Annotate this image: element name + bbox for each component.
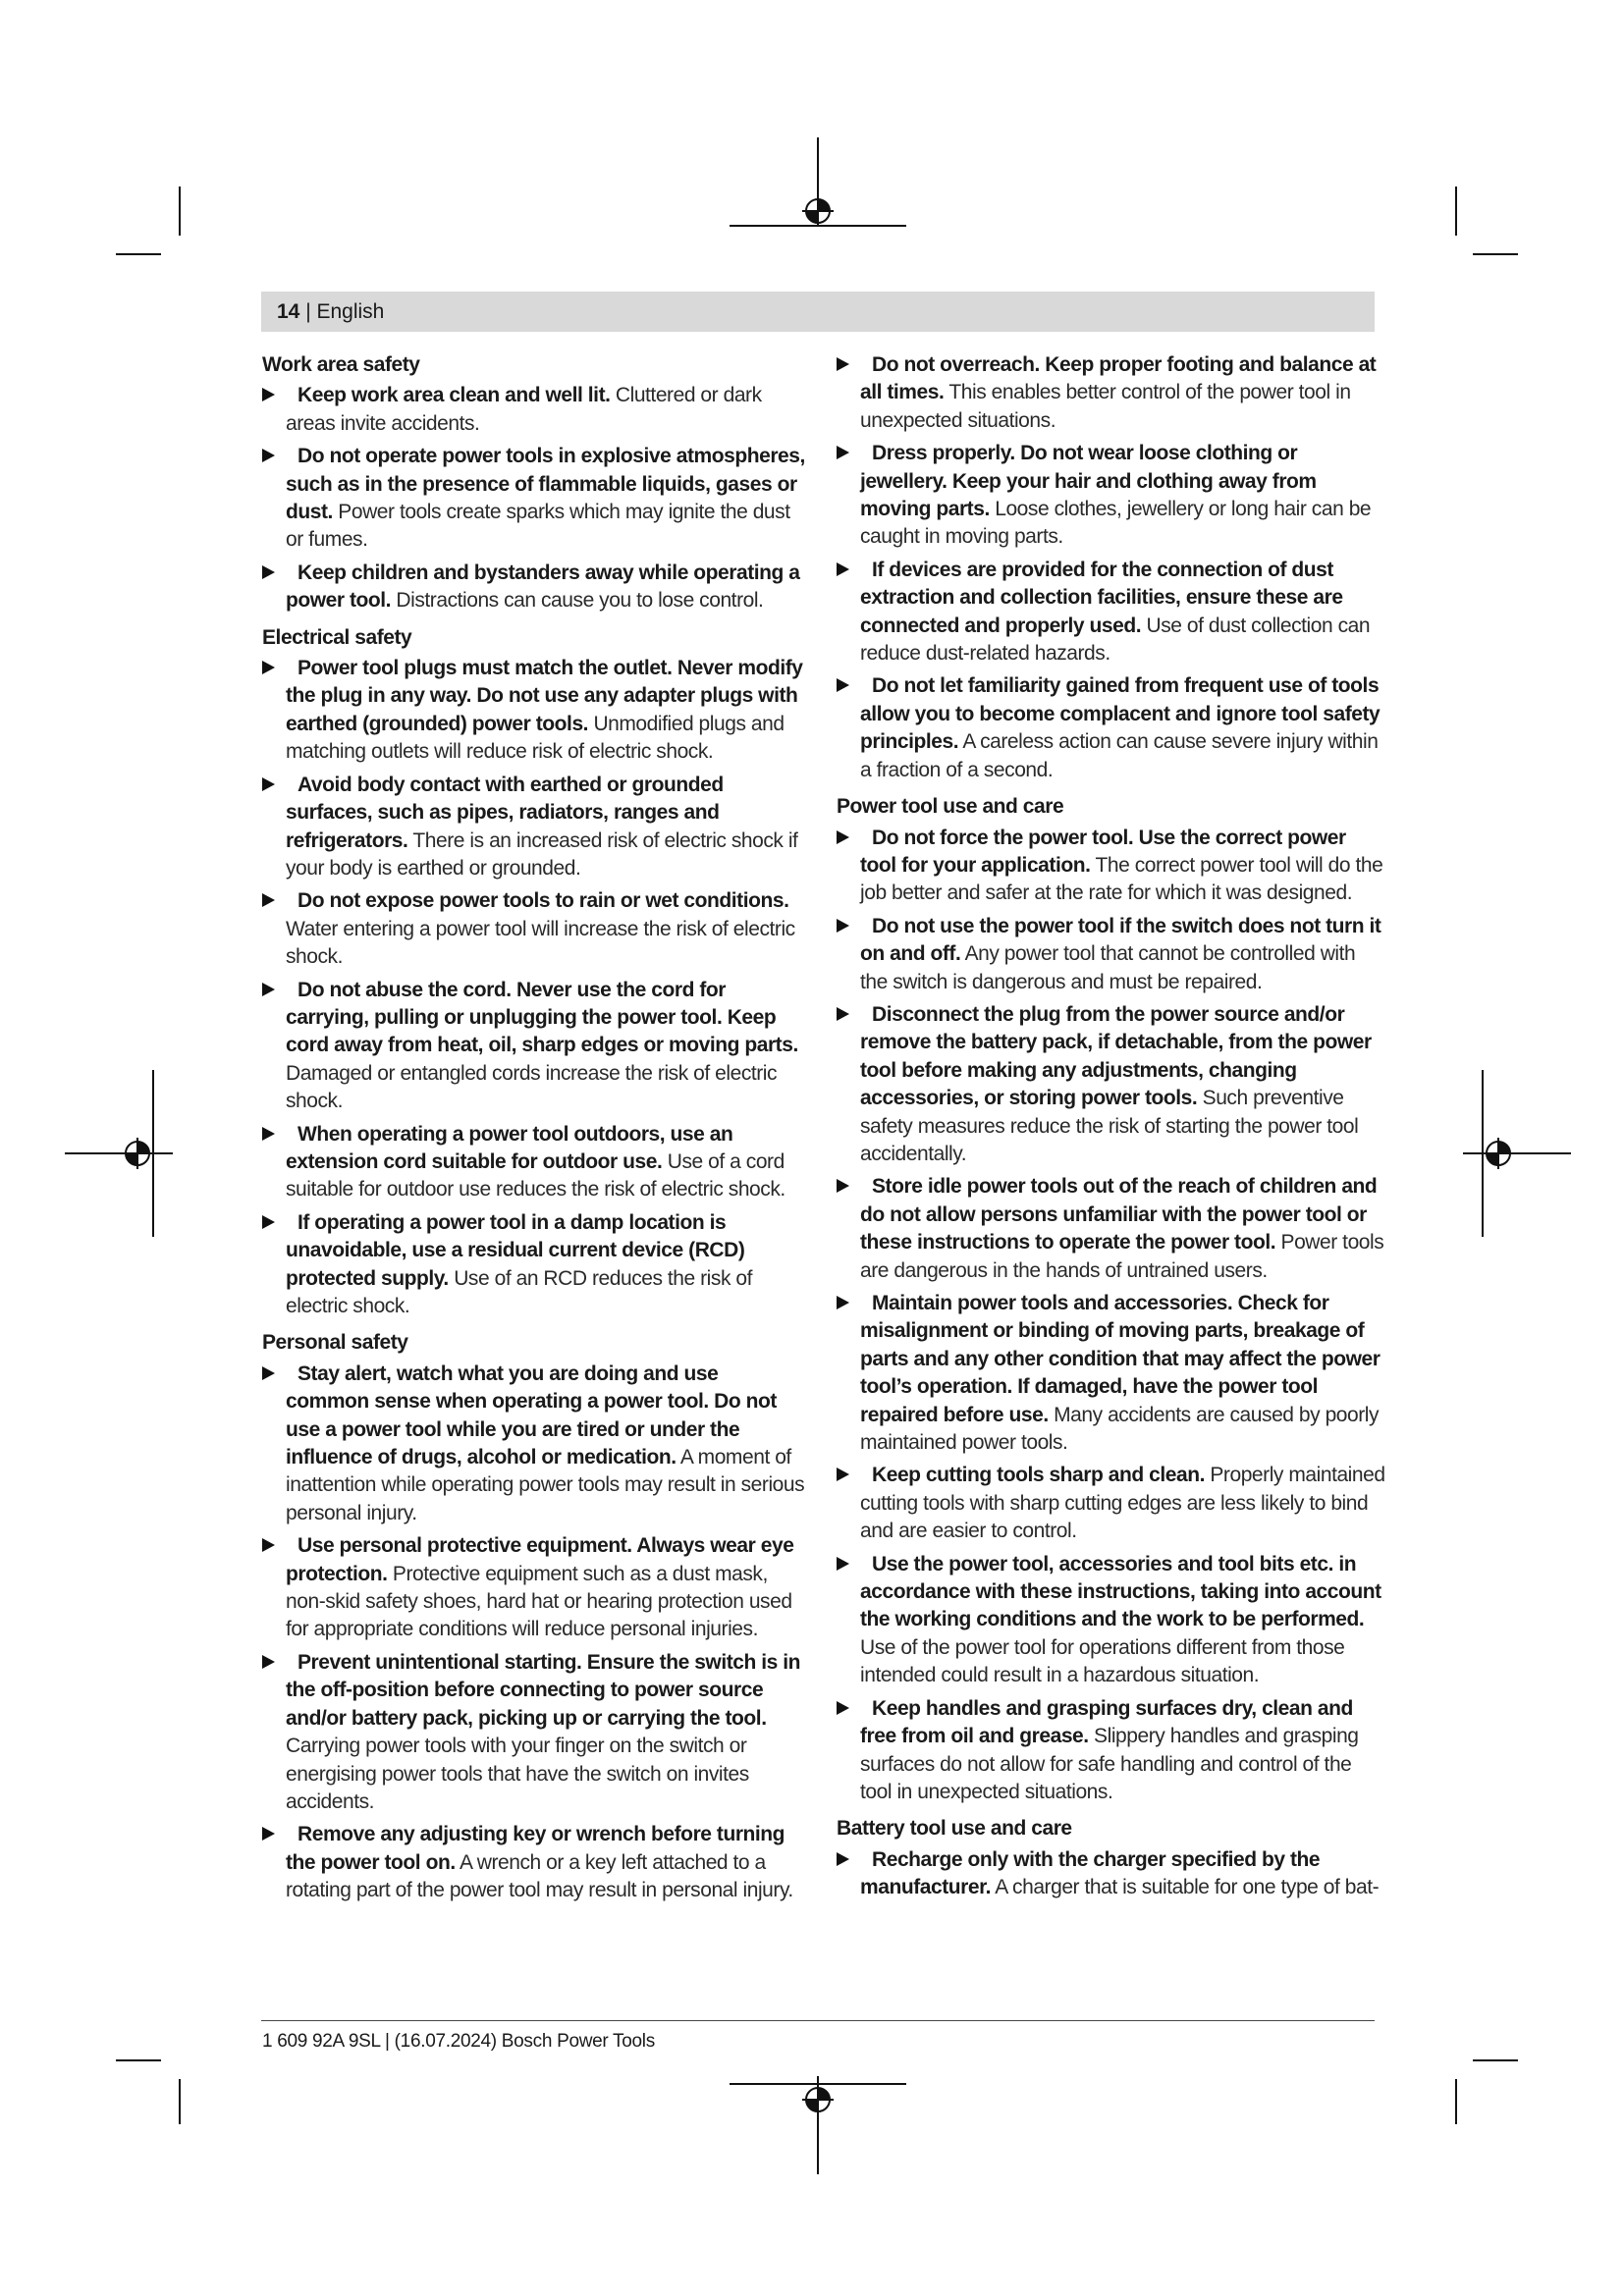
page-header-text [277, 300, 384, 324]
safety-instruction [837, 825, 1386, 908]
instruction-lead: When operating a power tool outdoors, use an extension cord suitable for outdoor use. [286, 1122, 733, 1173]
instruction-explanation: Any power tool that cannot be controlled with the switch is dangerous and must be repaired. [860, 942, 1356, 993]
section-title: Work area safety [262, 353, 420, 376]
instruction-lead: Stay alert, watch what you are doing and use common sense when operating a power tool. Do not use a power tool while you are tired or under the influence of drugs, alcohol or medication. [286, 1362, 777, 1469]
section-title: Power tool use and care [837, 795, 1064, 819]
instruction-lead: Store idle power tools out of the reach of children and do not allow persons unfamiliar with the power tool or these instructions to operate the power tool. [860, 1175, 1378, 1255]
footer-rule [261, 2020, 1375, 2021]
instruction-explanation: Water entering a power tool will increase the risk of electric shock. [286, 917, 795, 969]
safety-instruction [837, 351, 1386, 435]
instruction-explanation: A wrench or a key left attached to a rotating part of the power tool may result in personal injury. [286, 1850, 793, 1902]
instruction-lead: Do not force the power tool. Use the correct power tool for your application. [860, 826, 1346, 877]
bullet-triangle-icon [837, 1852, 849, 1866]
safety-instruction [262, 772, 805, 883]
bullet-triangle-icon [262, 777, 275, 791]
safety-instruction [837, 440, 1386, 552]
instruction-explanation: Slippery handles and grasping surfaces do not allow for safe handling and control of the tool in unexpected situations. [860, 1725, 1359, 1803]
crop-mark-top-right-vertical [1455, 187, 1457, 236]
safety-instruction [837, 1551, 1386, 1690]
instruction-explanation: Power tools are dangerous in the hands of untrained users. [860, 1231, 1384, 1282]
safety-instruction [837, 557, 1386, 668]
safety-instruction [262, 1649, 805, 1816]
safety-instruction [262, 1532, 805, 1644]
instruction-explanation: A moment of inattention while operating power tools may result in serious personal injury. [286, 1446, 805, 1524]
instruction-explanation: Power tools create sparks which may ignite the dust or fumes. [286, 501, 790, 552]
instruction-lead: Maintain power tools and accessories. Check for misalignment or binding of moving parts, breakage of parts and any other condition that may affect the power tool’s operation. If damaged, have the power tool repaired before use. [860, 1292, 1380, 1426]
crop-mark-bottom-right-vertical [1455, 2079, 1457, 2124]
bullet-triangle-icon [262, 1538, 275, 1552]
instruction-lead: Do not use the power tool if the switch does not turn it on and off. [860, 914, 1381, 966]
instruction-explanation: This enables better control of the power tool in unexpected situations. [860, 381, 1351, 432]
safety-instruction [837, 1173, 1386, 1285]
instruction-explanation: Loose clothes, jewellery or long hair can be caught in moving parts. [860, 498, 1372, 549]
crop-mark-bottom-left-horizontal [116, 2059, 161, 2061]
instruction-explanation: A careless action can cause severe injury within a fraction of a second. [860, 730, 1379, 781]
bullet-triangle-icon [262, 983, 275, 996]
instruction-lead: Prevent unintentional starting. Ensure the switch is in the off-position before connecting to power source and/or battery pack, picking up or carrying the tool. [286, 1650, 801, 1730]
instruction-lead: Remove any adjusting key or wrench before turning the power tool on. [286, 1823, 785, 1874]
safety-instruction [262, 560, 805, 615]
bullet-triangle-icon [837, 830, 849, 844]
safety-instruction [262, 1209, 805, 1321]
bullet-triangle-icon [262, 1366, 275, 1380]
instruction-explanation: Cluttered or dark areas invite accidents. [286, 384, 762, 435]
header-separator: | [299, 300, 317, 323]
bullet-triangle-icon [262, 1215, 275, 1229]
instruction-lead: Keep work area clean and well lit. [298, 384, 611, 407]
section-title: Electrical safety [262, 625, 412, 649]
safety-instruction [837, 1695, 1386, 1807]
safety-instruction [837, 1462, 1386, 1545]
safety-instruction [262, 1821, 805, 1904]
bullet-triangle-icon [837, 1296, 849, 1309]
instruction-lead: Recharge only with the charger specified by the manufacturer. [860, 1847, 1321, 1899]
instruction-explanation: There is an increased risk of electric shock if your body is earthed or grounded. [286, 828, 798, 880]
bullet-triangle-icon [837, 1179, 849, 1193]
bullet-triangle-icon [837, 1468, 849, 1481]
instruction-lead: Do not expose power tools to rain or wet conditions. [298, 889, 789, 913]
instruction-lead: Do not let familiarity gained from frequent use of tools allow you to become complacent and ignore tool safety principles. [860, 674, 1380, 754]
bullet-triangle-icon [262, 388, 275, 401]
page-footer: 1 609 92A 9SL | (16.07.2024) Bosch Power Tools [262, 2031, 655, 2052]
instruction-explanation: Unmodified plugs and matching outlets will reduce risk of electric shock. [286, 712, 785, 764]
instruction-explanation: Damaged or entangled cords increase the risk of electric shock. [286, 1061, 778, 1113]
registration-mark-top-icon [730, 137, 906, 236]
instruction-explanation: Use of the power tool for operations different from those intended could result in a hazardous situation. [860, 1635, 1345, 1687]
instruction-lead: Keep handles and grasping surfaces dry, clean and free from oil and grease. [860, 1696, 1353, 1748]
safety-instruction [262, 977, 805, 1116]
bullet-triangle-icon [837, 1007, 849, 1021]
instruction-lead: Disconnect the plug from the power source and/or remove the battery pack, if detachable, from the power tool before making any adjustments, changing accessories, or storing power tools. [860, 1002, 1372, 1110]
crop-mark-top-right-horizontal [1473, 253, 1518, 255]
instruction-explanation: Such preventive safety measures reduce the risk of starting the power tool accidentally. [860, 1087, 1359, 1165]
instruction-lead: If devices are provided for the connection of dust extraction and collection facilities, ensure these are connected and properly used. [860, 558, 1343, 637]
safety-instruction [262, 382, 805, 438]
registration-mark-right-icon [1463, 1070, 1571, 1237]
safety-instruction [262, 1121, 805, 1204]
instruction-lead: Use the power tool, accessories and tool bits etc. in accordance with these instructions, taking into account the working conditions and the work to be performed. [860, 1552, 1381, 1631]
left-column [262, 351, 805, 1910]
instruction-explanation: Use of a cord suitable for outdoor use reduces the risk of electric shock. [286, 1149, 785, 1201]
instruction-explanation: Use of an RCD reduces the risk of electric shock. [286, 1266, 752, 1317]
safety-instruction [262, 1361, 805, 1527]
instruction-lead: Do not operate power tools in explosive atmospheres, such as in the presence of flammable liquids, gases or dust. [286, 445, 805, 524]
safety-instruction [837, 672, 1386, 784]
safety-instruction [837, 913, 1386, 996]
safety-instruction [262, 655, 805, 767]
instruction-explanation: Use of dust collection can reduce dust-related hazards. [860, 614, 1371, 666]
registration-mark-bottom-icon [730, 2076, 906, 2174]
page-number: 14 [277, 300, 300, 323]
safety-instruction [837, 1001, 1386, 1168]
bullet-triangle-icon [262, 1827, 275, 1841]
bullet-triangle-icon [262, 1127, 275, 1141]
instruction-lead: Do not overreach. Keep proper footing and balance at all times. [860, 353, 1377, 404]
bullet-triangle-icon [837, 446, 849, 459]
instruction-lead: Dress properly. Do not wear loose clothing or jewellery. Keep your hair and clothing away from moving parts. [860, 442, 1317, 521]
bullet-triangle-icon [837, 357, 849, 371]
section-title: Battery tool use and care [837, 1817, 1072, 1841]
bullet-triangle-icon [837, 1557, 849, 1571]
bullet-triangle-icon [837, 562, 849, 576]
safety-instruction [262, 887, 805, 971]
instruction-lead: Avoid body contact with earthed or grounded surfaces, such as pipes, radiators, ranges and refrigerators. [286, 773, 724, 852]
safety-instruction [837, 1290, 1386, 1457]
section-title: Personal safety [262, 1331, 408, 1355]
bullet-triangle-icon [262, 1655, 275, 1669]
safety-instruction [837, 1846, 1386, 1902]
crop-mark-top-left-horizontal [116, 253, 161, 255]
instruction-lead: Keep cutting tools sharp and clean. [872, 1464, 1205, 1487]
instruction-lead: Power tool plugs must match the outlet. Never modify the plug in any way. Do not use any adapter plugs with earthed (grounded) power tools. [286, 657, 803, 735]
bullet-triangle-icon [837, 919, 849, 933]
bullet-triangle-icon [262, 661, 275, 674]
right-column [837, 351, 1386, 1907]
instruction-lead: Keep children and bystanders away while operating a power tool. [286, 561, 800, 613]
crop-mark-bottom-right-horizontal [1473, 2059, 1518, 2061]
instruction-lead: If operating a power tool in a damp location is unavoidable, use a residual current device (RCD) protected supply. [286, 1210, 745, 1290]
safety-instruction [262, 443, 805, 555]
page-header [261, 292, 1375, 332]
registration-mark-left-icon [65, 1070, 173, 1237]
instruction-explanation: Many accidents are caused by poorly maintained power tools. [860, 1403, 1380, 1455]
instruction-explanation: A charger that is suitable for one type of bat- [991, 1876, 1380, 1899]
header-language: English [316, 300, 385, 323]
bullet-triangle-icon [262, 893, 275, 907]
instruction-lead: Use personal protective equipment. Always wear eye protection. [286, 1534, 794, 1585]
bullet-triangle-icon [262, 449, 275, 462]
crop-mark-top-left-vertical [179, 187, 181, 236]
instruction-explanation: The correct power tool will do the job better and safer at the rate for which it was designed. [860, 853, 1383, 905]
instruction-explanation: Distractions can cause you to lose control. [391, 589, 764, 613]
instruction-lead: Do not abuse the cord. Never use the cord for carrying, pulling or unplugging the power tool. Keep cord away from heat, oil, sharp edges or moving parts. [286, 978, 798, 1057]
instruction-explanation: Properly maintained cutting tools with sharp cutting edges are less likely to bind and are easier to control. [860, 1464, 1385, 1543]
instruction-explanation: Protective equipment such as a dust mask, non-skid safety shoes, hard hat or hearing protection used for appropriate conditions will reduce personal injuries. [286, 1562, 792, 1641]
bullet-triangle-icon [262, 565, 275, 579]
instruction-explanation: Carrying power tools with your finger on the switch or energising power tools that have the switch on invites accidents. [286, 1735, 749, 1813]
bullet-triangle-icon [837, 678, 849, 692]
crop-mark-bottom-left-vertical [179, 2079, 181, 2124]
bullet-triangle-icon [837, 1701, 849, 1715]
